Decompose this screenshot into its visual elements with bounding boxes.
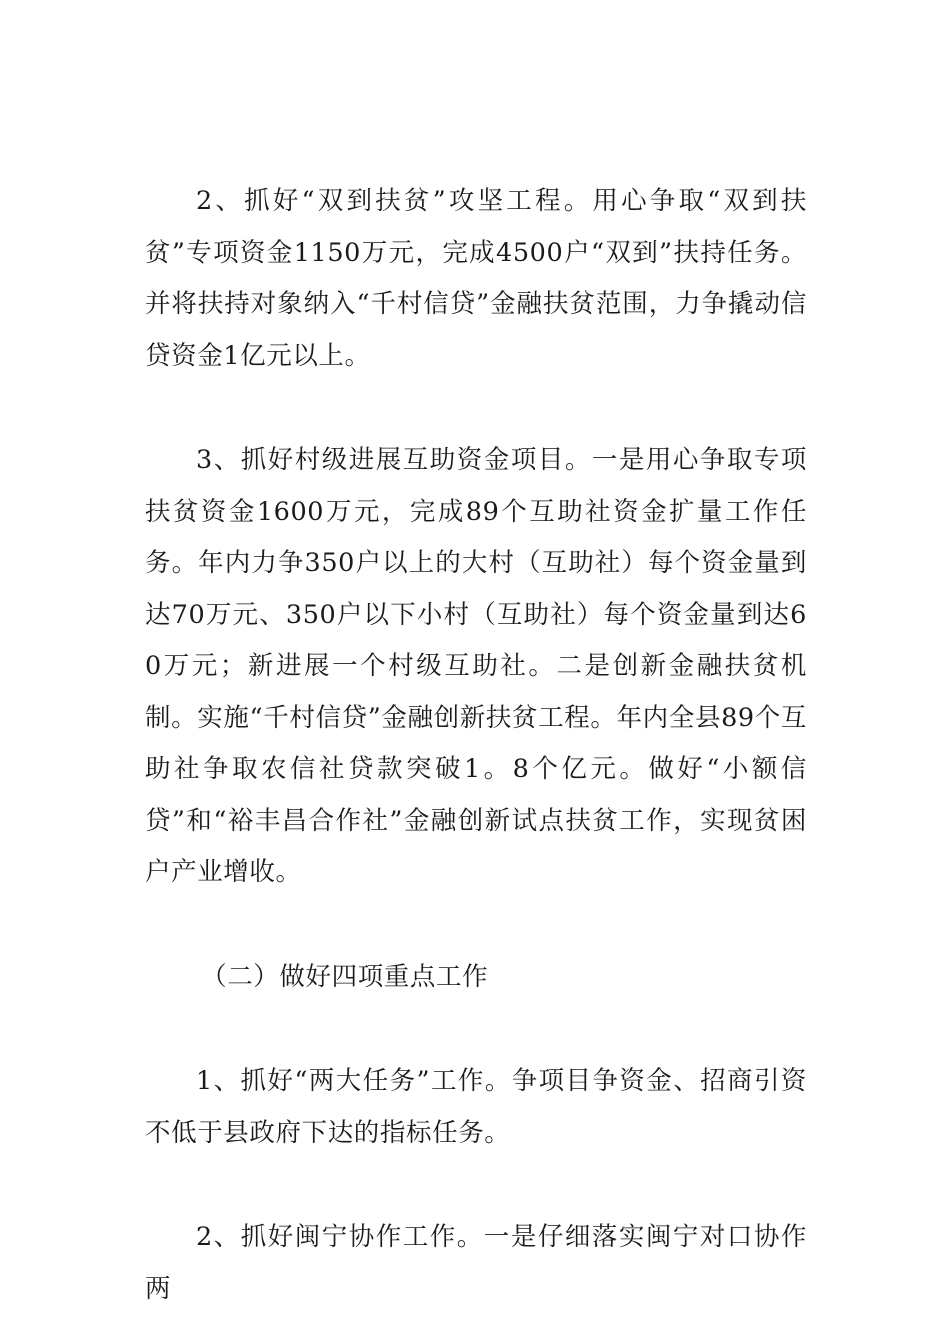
document-page [145,176,807,1315]
paragraph-mutual-aid-fund: 3、抓好村级进展互助资金项目。一是用心争取专项扶贫资金1600万元，完成89个互助社资金扩量工作任务。年内力争350户以上的大村（互助社）每个资金量到达70万元、350户以下小村（互助社）每个资金量到达60万元；新进展一个村级互助社。二是创新金融扶贫机制。实施“千村信贷”金融创新扶贫工程。年内全县89个互助社争取农信社贷款突破1。8个亿元。做好“小额信贷”和“裕丰昌合作社”金融创新试点扶贫工作，实现贫困户产业增收。 [145,445,807,887]
paragraph-minning-cooperation: 2、抓好闽宁协作工作。一是仔细落实闽宁对口协作两 [145,1222,807,1304]
section-heading-four-key-tasks: （二）做好四项重点工作 [201,961,489,992]
paragraph-two-major-tasks: 1、抓好“两大任务”工作。争项目争资金、招商引资不低于县政府下达的指标任务。 [145,1066,807,1148]
paragraph-shuangdao-poverty: 2、抓好“双到扶贫”攻坚工程。用心争取“双到扶贫”专项资金1150万元，完成4500户“双到”扶持任务。并将扶持对象纳入“千村信贷”金融扶贫范围，力争撬动信贷资金1亿元以上。 [145,186,807,371]
